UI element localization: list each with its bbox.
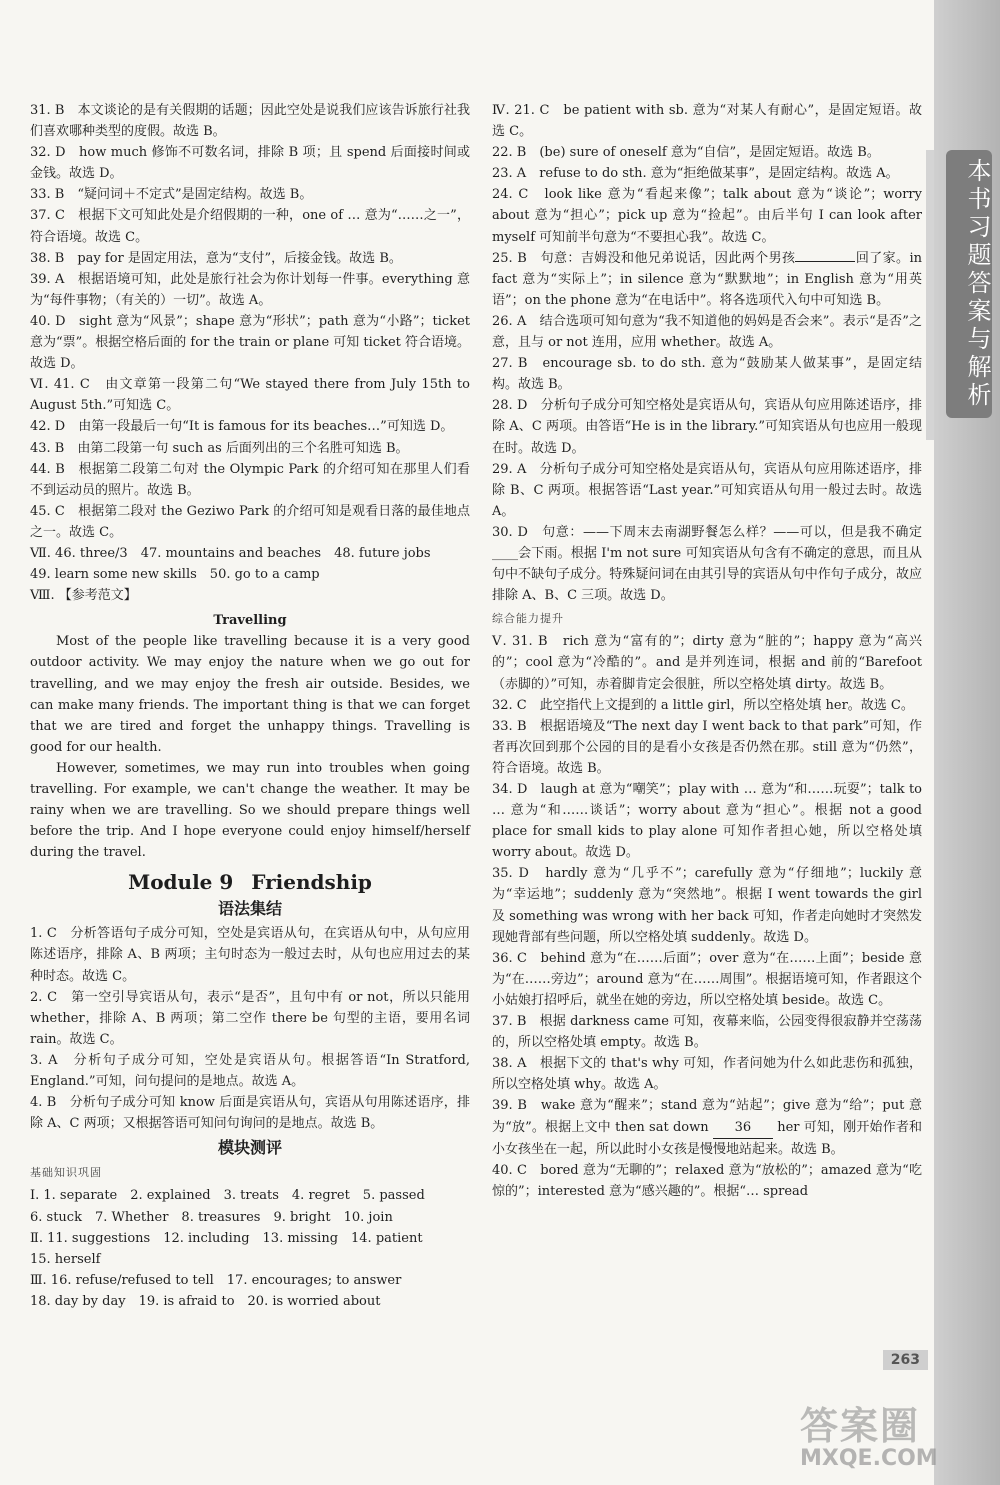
fill-blank	[795, 261, 855, 262]
grammar-item: 2. C 第一空引导宾语从句，表示“是否”，且句中有 or not，所以只能用 whether，排除 A、B 两项；第二空作 there be 句型的主语，要用名词 rain。故选 C。	[30, 989, 470, 1047]
module-title	[30, 869, 470, 895]
answer-item-25: 25. B 句意：吉姆没和他兄弟说话，因此两个男孩 回了家。in fact 意为“实际上”；in silence 意为“默默地”；in English 意为“用英语”；on the phone 意为“在电话中”。将各选项代入句中可知选 B。	[492, 250, 922, 308]
grammar-item: 3. A 分析句子成分可知，空处是宾语从句。根据答语“In Stratford, England.”可知，问句提问的是地点。故选 A。	[30, 1052, 470, 1090]
vocab-item: 15. herself	[30, 1251, 101, 1267]
module-name: Friendship	[251, 870, 372, 895]
answer-item: 33. B “疑问词＋不定式”是固定结构。故选 B。	[30, 187, 313, 203]
answer-item: 22. B (be) sure of oneself 意为“自信”，是固定短语。故选 B。	[492, 145, 880, 161]
essay-paragraph: However, sometimes, we may run into troubles when going travelling. For example, we can't change the weather. It may be rainy when we are travelling. So we should prepare things well before the trip. And I hope everyone could enjoy himself/herself during the travel.	[30, 760, 470, 861]
answer-item: 40. D sight 意为“风景”；shape 意为“形状”；path 意为“小路”；ticket 意为“票”。根据空格后面的 for the train or plane 可知 ticket 符合语境。故选 D。	[30, 313, 471, 372]
page-number: 263	[883, 1350, 928, 1370]
answer-item: 27. B encourage sb. to do sth. 意为“鼓励某人做某事”，是固定结构。故选 B。	[492, 356, 922, 393]
watermark-url: MXQE.COM	[800, 1446, 938, 1471]
answer-item: 42. D 由第一段最后一句“It is famous for its beaches…”可知选 D。	[30, 419, 454, 435]
grammar-item: 1. C 分析答语句子成分可知，空处是宾语从句，在宾语从句中，从句应用陈述语序，排除 A、B 两项；主句时态为一般过去时，从句也应用过去的某种时态。故选 C。	[30, 926, 470, 984]
answer-item: 24. C look like 意为“看起来像”；talk about 意为“谈论”；worry about 意为“担心”；pick up 意为“捡起”。由后半句 I can look after myself 可知前半句意为“不要担心我”。故选 C。	[492, 187, 922, 245]
answer-item: 35. D hardly 意为“几乎不”；carefully 意为“仔细地”；luckily 意为“幸运地”；suddenly 意为“突然地”。根据 I went towards the girl 及 something was wrong with her back 可知，作者走向她时才突然发现她背部有些问题，所以空格处填 suddenly。故选 D。	[492, 866, 922, 945]
section-title-test: 模块测评	[217, 1138, 282, 1158]
right-column	[492, 100, 922, 1202]
vocab-item: Ⅱ. 11. suggestions 12. including 13. missing 14. patient	[30, 1230, 423, 1246]
answer-item: 37. B 根据 darkness came 可知，夜幕来临，公园变得很寂静并空荡荡的，所以空格处填 empty。故选 B。	[492, 1014, 922, 1051]
essay-paragraph: Most of the people like travelling because it is a very good outdoor activity. We may enjoy the nature when we go out for travelling, and we may enjoy the fresh air outside. Besides, we can make many friends. The important thing is that we can forget that we are tired and forget the unhappy things. Travelling is good for our health.	[30, 634, 470, 755]
vocab-item: Ⅰ. 1. separate 2. explained 3. treats 4. regret 5. passed	[30, 1188, 425, 1204]
answer-item: Ⅷ. 【参考范文】	[30, 588, 137, 604]
answer-item: 34. D laugh at 意为“嘲笑”；play with … 意为“和……玩耍”；talk to … 意为“和……谈话”；worry about 意为“担心”。根据 not a good place for small kids to play alone 可知作者担心她，所以空格处填 worry about。故选 D。	[492, 782, 922, 861]
answer-item: 43. B 由第二段第一句 such as 后面列出的三个名胜可知选 B。	[30, 440, 409, 456]
module-number: Module 9	[128, 870, 234, 895]
answer-item: 38. B pay for 是固定用法，意为“支付”，后接金钱。故选 B。	[30, 250, 402, 266]
tab-edge	[926, 150, 934, 440]
sidebar-label: 本书习题答案与解析	[946, 150, 992, 418]
answer-item: 32. D how much 修饰不可数名词，排除 B 项；且 spend 后面接时间或金钱。故选 D。	[30, 145, 470, 182]
subhead-advanced: 综合能力提升	[492, 612, 564, 626]
vocab-item: 18. day by day 19. is afraid to 20. is worried about	[30, 1293, 381, 1309]
watermark-main: 答案圈	[800, 1404, 921, 1448]
answer-item: 33. B 根据语境及“The next day I went back to that park”可知，作者再次回到那个公园的目的是看小女孩是否仍然在那。still 意为“仍然”，符合语境。故选 B。	[492, 718, 922, 776]
answer-item: 37. C 根据下文可知此处是介绍假期的一种，one of … 意为“……之一”，符合语境。故选 C。	[30, 208, 470, 245]
answer-item: 39. A 根据语境可知，此处是旅行社会为你计划每一件事。everything 意为“每件事物；（有关的）一切”。故选 A。	[30, 271, 470, 308]
answer-item: Ⅶ. 46. three/3 47. mountains and beaches 48. future jobs	[30, 545, 431, 561]
answer-item: 31. B 本文谈论的是有关假期的话题；因此空处是说我们应该告诉旅行社我们喜欢哪种类型的度假。故选 B。	[30, 103, 470, 140]
answer-item: 49. learn some new skills 50. go to a camp	[30, 567, 320, 583]
answer-item: 30. D 句意：——下周末去南湖野餐怎么样？——可以，但是我不确定____会下雨。根据 I'm not sure 可知宾语从句含有不确定的意思，而且从句中不缺句子成分。特殊疑问词在由其引导的宾语从句中作句子成分，故应排除 A、B、C 三项。故选 D。	[492, 524, 922, 604]
answer-item: Ⅳ. 21. C be patient with sb. 意为“对某人有耐心”，是固定短语。故选 C。	[492, 103, 922, 140]
left-column	[30, 100, 470, 1312]
grammar-item: 4. B 分析句子成分可知 know 后面是宾语从句，宾语从句用陈述语序，排除 A、C 两项；又根据答语可知问句询问的是地点。故选 B。	[30, 1095, 470, 1132]
answer-item: 28. D 分析句子成分可知空格处是宾语从句，宾语从句应用陈述语序，排除 A、C 两项。由答语“He is in the library.”可知宾语从句也应用一般现在时。故选 D。	[492, 398, 922, 456]
answer-item-39: 39. B wake 意为“醒来”；stand 意为“站起”；give 意为“给”；put 意为“放”。根据上文中 then sat down 36 her 可知，刚开始作者和小女孩坐在一起，所以此时小女孩是慢慢地站起来。故选 B。	[492, 1098, 922, 1157]
answer-item: Ⅴ. 31. B rich 意为“富有的”；dirty 意为“脏的”；happy 意为“高兴的”；cool 意为“冷酷的”。and 是并列连词，根据 and 前的“Barefoot（赤脚的）”可知，赤着脚肯定会很脏，所以空格处填 dirty。故选 B。	[492, 634, 922, 692]
subhead-basic: 基础知识巩固	[30, 1166, 102, 1180]
answer-item: 44. B 根据第二段第二句对 the Olympic Park 的介绍可知在那里人们看不到运动员的照片。故选 B。	[30, 461, 470, 498]
answer-item: 32. C 此空指代上文提到的 a little girl，所以空格处填 her。故选 C。	[492, 697, 914, 713]
fill-blank-36: 36	[713, 1117, 773, 1139]
answer-item: 29. A 分析句子成分可知空格处是宾语从句，宾语从句应用陈述语序，排除 B、C 两项。根据答语“Last year.”可知宾语从句用一般过去时。故选 A。	[492, 461, 922, 519]
watermark-logo	[800, 1395, 990, 1475]
answer-item: 45. C 根据第二段对 the Geziwo Park 的介绍可知是观看日落的最佳地点之一。故选 C。	[30, 503, 470, 540]
section-title-grammar: 语法集结	[217, 899, 282, 919]
vocab-item: Ⅲ. 16. refuse/refused to tell 17. encourages; to answer	[30, 1272, 402, 1288]
answer-item: 38. A 根据下文的 that's why 可知，作者问她为什么如此悲伤和孤独，所以空格处填 why。故选 A。	[492, 1056, 922, 1093]
essay-title: Travelling	[213, 613, 287, 629]
answer-item: 26. A 结合选项可知句意为“我不知道他的妈妈是否会来”。表示“是否”之意，且与 or not 连用，应用 whether。故选 A。	[492, 313, 922, 351]
answer-item: Ⅵ. 41. C 由文章第一段第二句“We stayed there from July 15th to August 5th.”可知选 C。	[30, 377, 470, 414]
answer-item: 40. C bored 意为“无聊的”；relaxed 意为“放松的”；amazed 意为“吃惊的”；interested 意为“感兴趣的”。根据“… spread	[492, 1162, 922, 1199]
answer-item: 23. A refuse to do sth. 意为“拒绝做某事”，是固定结构。故选 A。	[492, 166, 899, 182]
vocab-item: 6. stuck 7. Whether 8. treasures 9. bright 10. join	[30, 1209, 393, 1225]
answer-item: 36. C behind 意为“在……后面”；over 意为“在……上面”；beside 意为“在……旁边”；around 意为“在……周围”。根据语境可知，作者跟这个小姑娘打招呼后，就坐在她的旁边，所以空格处填 beside。故选 C。	[492, 950, 922, 1008]
sample-essay	[30, 610, 470, 863]
